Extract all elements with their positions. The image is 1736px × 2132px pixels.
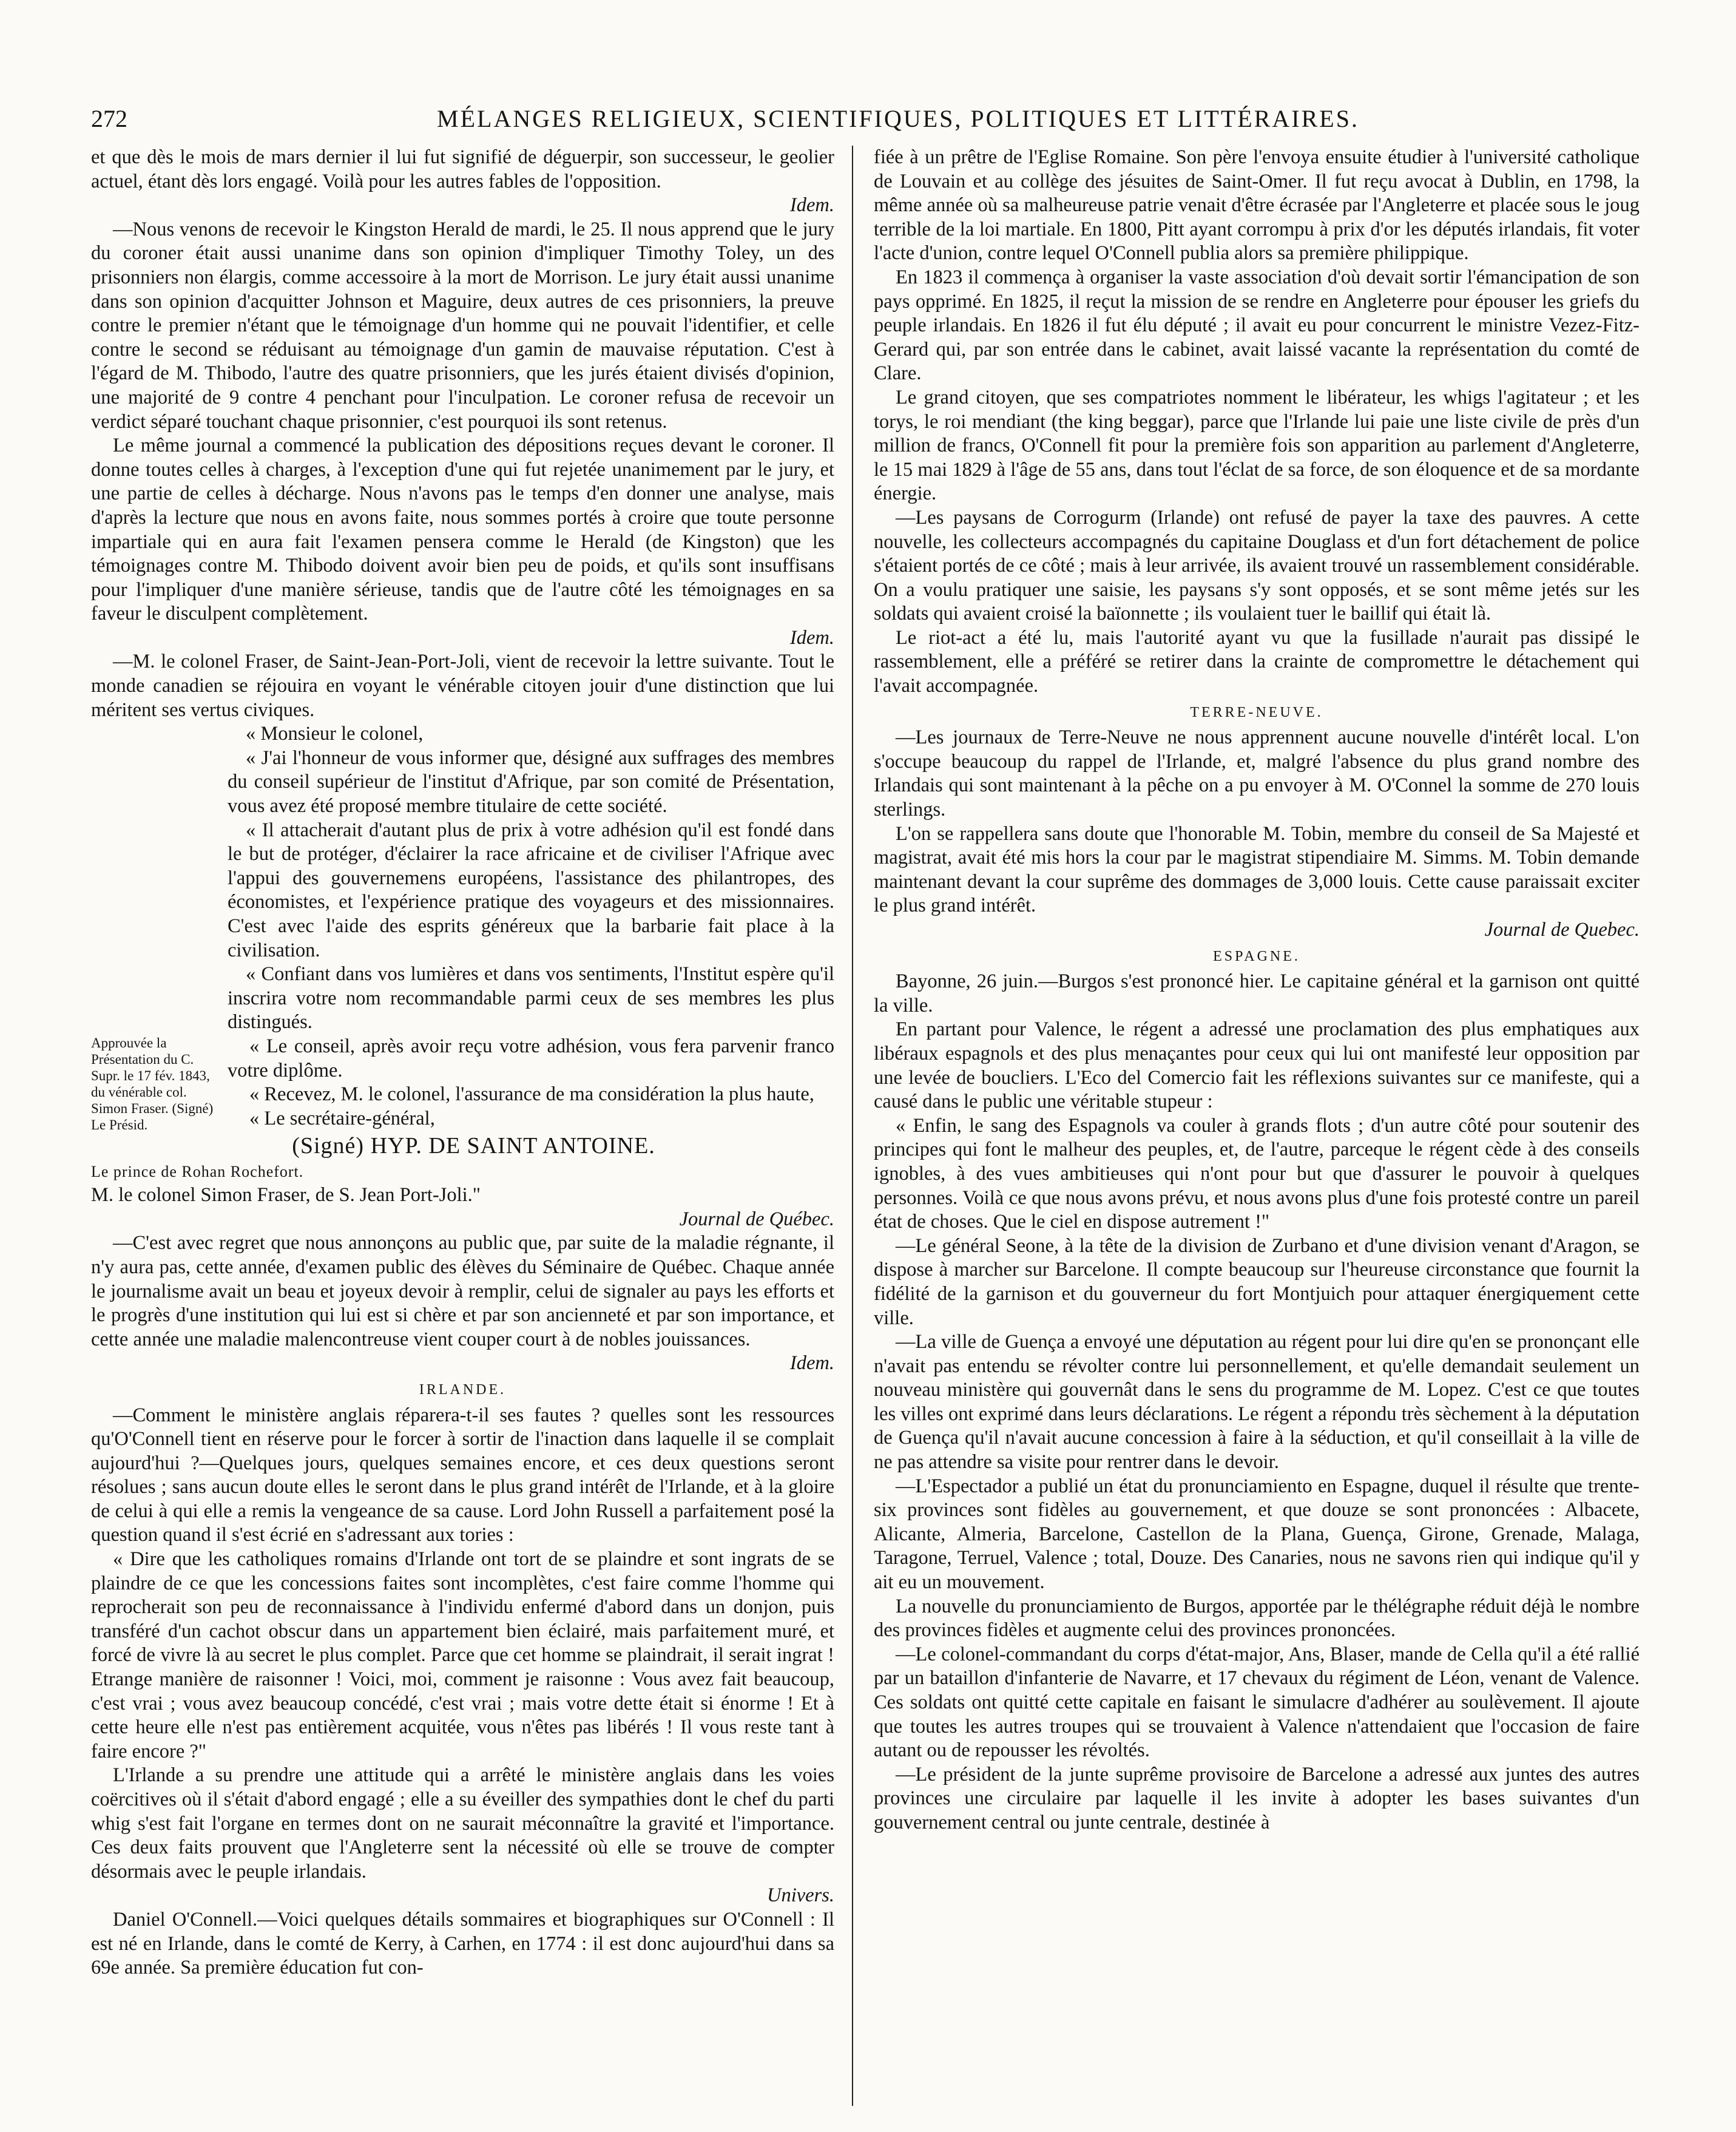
article-paragraph: L'Irlande a su prendre une attitude qui a arrêté le ministère anglais dans les voies coërcitives où il s'était d'abord engagé ; elle a su éveiller des sympathies dont le chef du parti whig s'est fait l'organe en termes dont on ne saurait méconnaître la gravité et l'importance. Ces deux faits prouvent que l'Angleterre sent la nécessité où elle se trouve de compter désormais avec le peuple irlandais. bbox=[91, 1764, 834, 1883]
article-paragraph: —Les paysans de Corrogurm (Irlande) ont refusé de payer la taxe des pauvres. A cette nouvelle, les collecteurs accompagnés du capitaine Douglass et d'un fort détachement de police s'étaient portés de ce côté ; mais à leur arrivée, ils avaient trouvé un rassemblement considérable. On a voulu pratiquer une saisie, les paysans s'y sont opposés, et se sont même jetés sur les soldats qui avaient croisé la baïonnette ; ils voulaient tuer le baillif qui était là. bbox=[874, 506, 1640, 625]
source-credit: Journal de Québec. bbox=[679, 1208, 834, 1230]
section-heading-terre-neuve: TERRE-NEUVE. bbox=[1190, 704, 1323, 720]
letter-paragraph: « J'ai l'honneur de vous informer que, désigné aux suffrages des membres du conseil supérieur de l'institut d'Afrique, par son comité de Présentation, vous avez été proposé membre titulaire de cette société. bbox=[228, 746, 834, 817]
article-paragraph: Le grand citoyen, que ses compatriotes nomment le libérateur, les whigs l'agitateur ; et les torys, le roi mendiant (the king beggar), parce que l'Irlande lui paie une liste civile de près d'un million de francs, O'Connell fit pour la première fois son apparition au parlement d'Angleterre, le 15 mai 1829 à l'âge de 55 ans, dans tout l'éclat de sa force, de son éloquence et de sa mordante énergie. bbox=[874, 386, 1640, 505]
page-header bbox=[91, 104, 1644, 134]
article-quote: « Dire que les catholiques romains d'Irlande ont tort de se plaindre et sont ingrats de se plaindre de ce que les concessions faites sont incomplètes, c'est faire comme l'homme qui reprocherait son peu de reconnaissance à l'individu enfermé d'abord dans un donjon, puis transféré d'un cachot obscur dans un appartement bien éclairé, mais parfaitement muré, et forcé de vivre là au secret le plus complet. Parce que cet homme se plaindrait, il serait ingrat ! Etrange manière de raisonner ! Voici, moi, comment je raisonne : Vous avez fait beaucoup, c'est vrai ; vous avez beaucoup concédé, c'est vrai ; mais votre dette était si énorme ! Et à cette heure elle n'est pas entièrement acquitée, vous n'êtes pas libérés ! Il vous reste tant à faire encore ?" bbox=[91, 1548, 834, 1762]
right-column bbox=[874, 146, 1640, 2112]
article-paragraph: —Le colonel-commandant du corps d'état-major, Ans, Blaser, mande de Cella qu'il a été rallié par un bataillon d'infanterie de Navarre, et 17 chevaux du régiment de Léon, venant de Valence. Ces soldats ont quitté cette capitale en faisant le simulacre d'adhérer au soulèvement. Il ajoute que toutes les autres troupes qui se trouvaient à Valence n'attendaient que l'occasion de faire autant ou de repousser les révoltés. bbox=[874, 1643, 1640, 1762]
letter-prince: Le prince de Rohan Rochefort. bbox=[91, 1162, 304, 1180]
column-divider bbox=[852, 146, 853, 2106]
article-paragraph: Daniel O'Connell.—Voici quelques détails sommaires et biographiques sur O'Connell : Il est né en Irlande, dans le comté de Kerry, à Carhen, en 1774 : il est donc aujourd'hui dans sa 69e année. Sa première éducation fut con- bbox=[91, 1908, 834, 1979]
article-paragraph: Le même journal a commencé la publication des dépositions reçues devant le coroner. Il donne toutes celles à charges, à l'exception d'une qui fut rejetée unanimement par le jury, et une partie de celles à décharge. Nous n'avons pas le temps d'en donner une analyse, mais d'après la lecture que nous en avons faite, nous sommes portés à croire que toute personne impartiale qui en aura fait l'examen pensera comme le Herald (de Kingston) que les témoignages contre M. Thibodo doivent avoir bien peu de poids, et qu'ils sont insuffisans pour l'impliquer d'une manière sérieuse, tandis que de l'autre côté les témoignages en sa faveur le disculpent complètement. bbox=[91, 435, 834, 625]
source-credit: Idem. bbox=[789, 626, 834, 649]
article-paragraph: —Le président de la junte suprême provisoire de Barcelone a adressé aux juntes des autres provinces une circulaire par laquelle il les invite à adopter les bases suivantes d'un gouvernement central ou junte centrale, destinée à bbox=[874, 1763, 1640, 1833]
article-paragraph: —L'Espectador a publié un état du pronunciamiento en Espagne, duquel il résulte que trente-six provinces sont fidèles au gouvernement, et que douze se sont prononcées : Albacete, Alicante, Almeria, Barcelone, Castellon de la Plana, Guença, Girone, Grenade, Malaga, Taragone, Terruel, Valence ; total, Douze. Des Canaries, nous ne savons rien qui indique qu'il y ait eu un mouvement. bbox=[874, 1475, 1640, 1594]
letter-block bbox=[91, 722, 834, 1035]
letter-signature: (Signé) HYP. DE SAINT ANTOINE. bbox=[292, 1132, 655, 1159]
article-quote: « Enfin, le sang des Espagnols va couler à grands flots ; d'un autre côté pour soutenir des principes qui font le malheur des peuples, et, de l'autre, parceque le régent cède à des conseils ignobles, à des vues ambitieuses qui n'ont pour but que d'assurer le pouvoir à quelques personnes. Voilà ce que nous avons prévu, et nous avons plus d'une fois protesté contre un pareil état de choses. Que le ciel en dispose autrement !" bbox=[874, 1114, 1640, 1233]
letter-salutation: « Monsieur le colonel, bbox=[246, 723, 424, 745]
letter-paragraph: « Recevez, M. le colonel, l'assurance de ma considération la plus haute, bbox=[249, 1083, 814, 1106]
article-paragraph: —M. le colonel Fraser, de Saint-Jean-Port-Joli, vient de recevoir la lettre suivante. Tout le monde canadien se réjouira en voyant le vénérable citoyen jouir d'une distinction que lui méritent ses vertus civiques. bbox=[91, 651, 834, 721]
section-heading-irlande: IRLANDE. bbox=[419, 1381, 507, 1398]
running-title: MÉLANGES RELIGIEUX, SCIENTIFIQUES, POLITIQUES ET LITTÉRAIRES. bbox=[437, 105, 1359, 132]
article-paragraph: fiée à un prêtre de l'Eglise Romaine. Son père l'envoya ensuite étudier à l'université catholique de Louvain et au collège des jésuites de Saint-Omer. Il fut reçu avocat à Dublin, en 1798, la même année où sa malheureuse patrie venait d'être écrasée par l'Angleterre et placée sous le joug terrible de la loi martiale. En 1800, Pitt ayant corrompu à prix d'or les députés irlandais, fit voter l'acte d'union, contre lequel O'Connell publia alors sa première philippique. bbox=[874, 146, 1640, 265]
article-paragraph: La nouvelle du pronunciamiento de Burgos, apportée par le thélégraphe réduit déjà le nombre des provinces fidèles et augmente celui des provinces prononcées. bbox=[874, 1595, 1640, 1642]
letter-paragraph: « Il attacherait d'autant plus de prix à votre adhésion qu'il est fondé dans le but de protéger, d'éclairer la race africaine et de civiliser l'Afrique avec l'appui des gouvernemens européens, l'assistance des philantropes, des économistes, et l'expérience pratique des voyageurs et des missionnaires. C'est avec l'aide des esprits généreux que la barbarie fait place à la civilisation. bbox=[228, 819, 834, 961]
margin-note: Approuvée la Présentation du C. Supr. le 17 fév. 1843, du vénérable col. Simon Fraser. (Signé) Le Présid. bbox=[91, 1035, 214, 1132]
article-paragraph: —Nous venons de recevoir le Kingston Herald de mardi, le 25. Il nous apprend que le jury du coroner était aussi unanime dans son opinion d'impliquer Timothy Toley, un des prisonniers non élargis, comme accessoire à la mort de Morrison. Le jury était aussi unanime dans son opinion d'acquitter Johnson et Maguire, deux autres de ces prisonniers, la preuve contre le premier n'étant que le témoignage d'un homme qui ne pouvait l'identifier, et celle contre le second se réduisant au témoignage d'un gamin de mauvaise réputation. C'est à l'égard de M. Thibodo, l'autre des quatre prisonniers, que les jurés étaient divisés d'opinion, une majorité de 9 contre 4 penchant pour l'inculpation. Le coroner refusa de recevoir un verdict séparé touchant chaque prisonnier, c'est pourquoi ils sont retenus. bbox=[91, 218, 834, 433]
letter-paragraph: « Le secrétaire-général, bbox=[249, 1107, 435, 1129]
article-paragraph: Bayonne, 26 juin.—Burgos s'est prononcé hier. Le capitaine général et la garnison ont quitté la ville. bbox=[874, 970, 1640, 1017]
article-paragraph: Le riot-act a été lu, mais l'autorité ayant vu que la fusillade n'aurait pas dissipé le rassemblement, elle a préféré se retirer dans la crainte de compromettre le détachement qui l'avait accompagnée. bbox=[874, 626, 1640, 697]
source-credit: Univers. bbox=[766, 1884, 834, 1907]
letter-paragraph: « Le conseil, après avoir reçu votre adhésion, vous fera parvenir franco votre diplôme. bbox=[228, 1035, 834, 1081]
letter-with-sidenote bbox=[91, 1035, 834, 1133]
source-credit: Idem. bbox=[789, 194, 834, 217]
article-paragraph: —C'est avec regret que nous annonçons au public que, par suite de la maladie régnante, il n'y aura pas, cette année, d'examen public des élèves du Séminaire de Québec. Chaque année le journalisme avait un beau et joyeux devoir à remplir, celui de signaler au pays les efforts et le progrès d'une institution qui lui est si chère et par son ancienneté et par son importance, et cette année une maladie malencontreuse vient couper court à de nobles jouissances. bbox=[91, 1232, 834, 1350]
section-heading-espagne: ESPAGNE. bbox=[1213, 948, 1300, 964]
letter-closing bbox=[228, 1035, 834, 1133]
article-paragraph: —Les journaux de Terre-Neuve ne nous apprennent aucune nouvelle d'intérêt local. L'on s'occupe beaucoup du rappel de l'Irlande, et, malgré l'absence du plus grand nombre des Irlandais qui sont maintenant à la pêche on a pu envoyer à M. O'Connel la somme de 270 louis sterlings. bbox=[874, 726, 1640, 821]
article-paragraph: —Le général Seone, à la tête de la division de Zurbano et d'une division venant d'Aragon, se dispose à marcher sur Barcelone. Il compte beaucoup sur l'heureuse circonstance que fournit la fidélité de la garnison et du gouverneur du fort Montjuich pour attaquer énergiquement cette ville. bbox=[874, 1234, 1640, 1329]
page-number: 272 bbox=[91, 105, 127, 132]
article-paragraph: —La ville de Guença a envoyé une députation au régent pour lui dire qu'en se prononçant elle n'avait pas entendu se révolter contre lui personnellement, et qu'elle demandait seulement un nouveau ministère qui gouvernât dans le sens du programme de M. Lopez. C'est ce que toutes les villes ont exprimé dans leurs déclarations. Le régent a répondu très sèchement à la députation de Guença qu'il n'avait aucune concession à faire à la séduction, et qu'il conseillait à la ville de ne pas attendre sa visite pour rentrer dans le devoir. bbox=[874, 1331, 1640, 1474]
source-credit: Idem. bbox=[789, 1352, 834, 1375]
article-paragraph: —Comment le ministère anglais réparera-t-il ses fautes ? quelles sont les ressources qu'O'Connell tient en réserve pour le forcer à sortir de l'inaction dans laquelle il se complait aujourd'hui ?—Quelques jours, quelques semaines encore, et ces deux questions seront résolues ; sans aucun doute elles le seront dans le plus grand intérêt de l'Irlande, et à la gloire de celui à qui elle a remis la vengeance de sa cause. Lord John Russell a parfaitement posé la question quand il s'est écrié en s'adressant aux tories : bbox=[91, 1404, 834, 1546]
article-paragraph: et que dès le mois de mars dernier il lui fut signifié de déguerpir, son successeur, le geolier actuel, étant dès lors engagé. Voilà pour les autres fables de l'opposition. bbox=[91, 146, 834, 192]
letter-addressee: M. le colonel Simon Fraser, de S. Jean Port-Joli." bbox=[91, 1184, 481, 1206]
letter-paragraph: « Confiant dans vos lumières et dans vos sentiments, l'Institut espère qu'il inscrira votre nom recommandable parmi ceux de ses membres les plus distingués. bbox=[228, 963, 834, 1034]
left-column bbox=[91, 146, 834, 2112]
article-paragraph: En partant pour Valence, le régent a adressé une proclamation des plus emphatiques aux libéraux espagnols et des plus menaçantes pour ceux qui lui ont manifesté leur opposition par une levée de boucliers. L'Eco del Comercio fait les réflexions suivantes sur ce manifeste, qui a causé dans le public une véritable stupeur : bbox=[874, 1018, 1640, 1113]
article-paragraph: L'on se rappellera sans doute que l'honorable M. Tobin, membre du conseil de Sa Majesté et magistrat, avait été mis hors la cour par le magistrat stipendiaire M. Simms. M. Tobin demande maintenant devant la cour suprême des dommages de 3,000 louis. Cette cause paraissait exciter le plus grand intérêt. bbox=[874, 822, 1640, 917]
article-paragraph: En 1823 il commença à organiser la vaste association d'où devait sortir l'émancipation de son pays opprimé. En 1825, il reçut la mission de se rendre en Angleterre pour épouser les griefs du peuple irlandais. En 1826 il fut élu député ; il avait eu pour concurrent le ministre Vezez-Fitz-Gerard qui, par son entrée dans le cabinet, avait laissé vacante la représentation du comté de Clare. bbox=[874, 266, 1640, 385]
source-credit: Journal de Quebec. bbox=[1484, 919, 1640, 941]
